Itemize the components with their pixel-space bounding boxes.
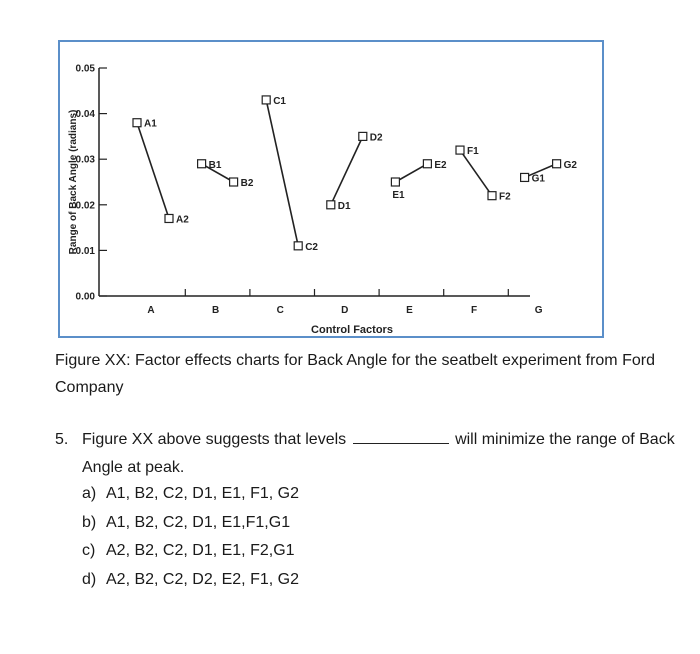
data-point-marker bbox=[553, 160, 561, 168]
data-point-label: E2 bbox=[434, 159, 447, 171]
data-point-marker bbox=[521, 173, 529, 181]
data-point-marker bbox=[359, 132, 367, 140]
data-point-label: B1 bbox=[208, 159, 222, 171]
x-tick-label: G bbox=[534, 305, 543, 316]
data-point-label: F1 bbox=[467, 146, 479, 158]
option-letter: c) bbox=[82, 542, 96, 559]
question-text-after: will minimize the range of Back Angle at peak. bbox=[82, 431, 675, 476]
factor-effects-chart bbox=[60, 42, 602, 336]
x-tick-label: B bbox=[211, 305, 220, 316]
option-d[interactable] bbox=[82, 566, 299, 595]
y-tick-label: 0.03 bbox=[75, 154, 95, 166]
option-letter: a) bbox=[82, 485, 97, 502]
y-tick-label: 0.05 bbox=[75, 63, 95, 75]
data-point-label: G2 bbox=[563, 159, 577, 171]
data-point-marker bbox=[133, 119, 141, 127]
question-text-before: Figure XX above suggests that levels bbox=[82, 431, 347, 448]
effect-line bbox=[395, 164, 427, 182]
y-tick-label: 0.01 bbox=[75, 245, 95, 257]
data-point-marker bbox=[230, 178, 238, 186]
data-point-label: A2 bbox=[176, 214, 189, 226]
data-point-marker bbox=[456, 146, 464, 154]
data-point-marker bbox=[165, 214, 173, 222]
data-point-marker bbox=[391, 178, 399, 186]
y-tick-label: 0.00 bbox=[75, 291, 95, 303]
option-a[interactable] bbox=[82, 480, 299, 509]
option-c[interactable] bbox=[82, 537, 299, 566]
data-point-marker bbox=[198, 160, 206, 168]
answer-options bbox=[82, 480, 299, 594]
answer-blank bbox=[353, 429, 449, 444]
effect-line bbox=[266, 100, 298, 246]
data-point-marker bbox=[327, 201, 335, 209]
data-point-label: G1 bbox=[531, 173, 545, 185]
data-point-label: B2 bbox=[240, 178, 254, 189]
data-point-label: C2 bbox=[305, 241, 318, 253]
data-point-label: E1 bbox=[392, 190, 405, 201]
x-tick-label: E bbox=[406, 305, 413, 316]
data-point-marker bbox=[294, 242, 302, 250]
option-text: A1, B2, C2, D1, E1, F1, G2 bbox=[106, 485, 299, 502]
data-point-marker bbox=[488, 192, 496, 200]
data-point-label: C1 bbox=[273, 95, 286, 107]
y-axis-title: Range of Back Angle (radians) bbox=[68, 109, 79, 255]
question-number: 5. bbox=[55, 431, 69, 448]
question-text bbox=[82, 426, 682, 482]
x-tick-label: C bbox=[276, 305, 284, 316]
y-tick-label: 0.04 bbox=[75, 109, 95, 121]
option-b[interactable] bbox=[82, 509, 299, 538]
option-text: A2, B2, C2, D1, E1, F2,G1 bbox=[106, 542, 295, 559]
figure-caption: Figure XX: Factor effects charts for Back Angle for the seatbelt experiment from Ford Company bbox=[55, 352, 655, 396]
x-tick-label: A bbox=[147, 305, 155, 316]
option-text: A2, B2, C2, D2, E2, F1, G2 bbox=[106, 570, 299, 588]
effect-line bbox=[331, 136, 363, 204]
data-point-marker bbox=[262, 96, 270, 104]
x-tick-label: F bbox=[470, 305, 478, 316]
data-point-label: D1 bbox=[337, 200, 351, 212]
x-tick-label: D bbox=[341, 305, 349, 316]
data-point-label: D2 bbox=[369, 132, 383, 144]
y-tick-label: 0.02 bbox=[75, 200, 95, 212]
data-point-marker bbox=[423, 160, 431, 168]
option-text: A1, B2, C2, D1, E1,F1,G1 bbox=[106, 513, 291, 531]
option-letter: d) bbox=[82, 570, 97, 588]
option-letter: b) bbox=[82, 513, 97, 531]
chart-frame bbox=[58, 40, 604, 338]
data-point-label: A1 bbox=[144, 118, 157, 130]
data-point-label: F2 bbox=[499, 191, 511, 203]
effect-line bbox=[137, 123, 169, 219]
x-axis-title: Control Factors bbox=[311, 324, 393, 336]
